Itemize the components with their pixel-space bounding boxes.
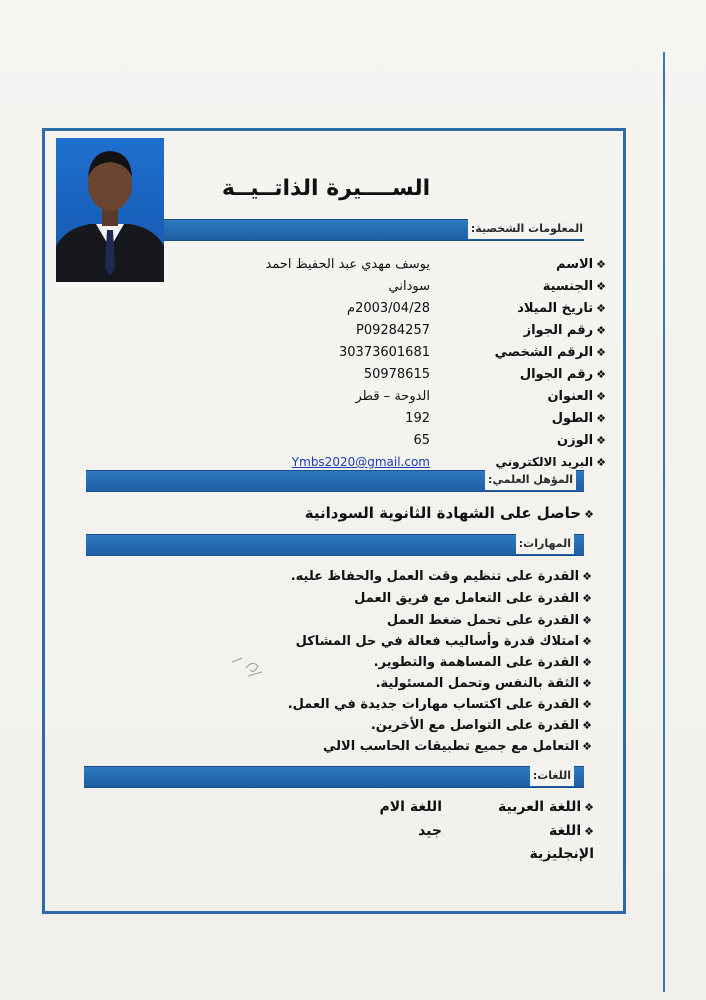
languages-section-bar bbox=[84, 766, 584, 788]
skill-item: ❖التعامل مع جميع تطبيقات الحاسب الالي bbox=[323, 739, 592, 754]
language-level: جيد bbox=[418, 823, 442, 839]
bullet-icon: ❖ bbox=[596, 368, 606, 381]
bullet-icon: ❖ bbox=[596, 258, 606, 271]
bullet-icon: ❖ bbox=[582, 677, 592, 690]
info-label: رقم الجواز bbox=[523, 323, 594, 338]
bullet-icon: ❖ bbox=[584, 825, 594, 838]
bullet-icon: ❖ bbox=[582, 592, 592, 605]
info-label: رقم الجوال bbox=[519, 367, 594, 382]
language-name: اللغة العربية bbox=[497, 799, 582, 815]
skill-item: ❖القدرة على التواصل مع الأخرين. bbox=[370, 718, 592, 733]
bullet-icon: ❖ bbox=[582, 698, 592, 711]
bullet-icon: ❖ bbox=[584, 801, 594, 814]
bullet-icon: ❖ bbox=[596, 280, 606, 293]
bullet-icon: ❖ bbox=[582, 570, 592, 583]
info-label: الاسم bbox=[556, 257, 594, 272]
info-value: 192 bbox=[405, 411, 430, 426]
education-section-label: المؤهل العلمي: bbox=[485, 470, 576, 490]
info-value: سوداني bbox=[388, 279, 430, 294]
skill-item: ❖القدرة على تحمل ضغط العمل bbox=[386, 613, 592, 628]
bullet-icon: ❖ bbox=[596, 324, 606, 337]
info-row-address bbox=[0, 386, 706, 407]
info-label: البريد الالكتروني bbox=[495, 455, 594, 469]
language-row bbox=[234, 820, 594, 862]
personal-section-label: المعلومات الشخصية: bbox=[468, 219, 586, 239]
skill-item: ❖القدرة على اكتساب مهارات جديدة في العمل. bbox=[287, 697, 592, 712]
info-label: الطول bbox=[551, 411, 594, 426]
info-row-weight bbox=[0, 430, 706, 451]
bullet-icon: ❖ bbox=[596, 456, 606, 469]
bullet-icon: ❖ bbox=[596, 302, 606, 315]
info-label: الجنسية bbox=[542, 279, 594, 294]
email-link[interactable]: Ymbs2020@gmail.com bbox=[291, 455, 430, 469]
bullet-icon: ❖ bbox=[596, 390, 606, 403]
info-row-personal-id bbox=[0, 342, 706, 363]
bullet-icon: ❖ bbox=[596, 346, 606, 359]
info-value: P09284257 bbox=[355, 323, 430, 338]
education-text: حاصل على الشهادة الثانوية السودانية bbox=[304, 504, 582, 522]
info-value: الدوحة – قطر bbox=[355, 389, 430, 404]
pencil-mark-icon bbox=[228, 648, 268, 682]
info-row-mobile bbox=[0, 364, 706, 385]
bullet-icon: ❖ bbox=[582, 635, 592, 648]
language-name: اللغة الإنجليزية bbox=[529, 823, 594, 862]
info-value: يوسف مهدي عبد الحفيظ احمد bbox=[265, 257, 430, 272]
info-label: الرقم الشخصي bbox=[494, 345, 594, 360]
page-edge-rule bbox=[663, 52, 665, 992]
info-label: العنوان bbox=[547, 389, 594, 404]
bullet-icon: ❖ bbox=[596, 434, 606, 447]
info-row-name bbox=[0, 254, 706, 275]
info-value: 65 bbox=[413, 433, 430, 448]
info-row-nationality bbox=[0, 276, 706, 297]
page-title: الســــيرة الذاتــيــة bbox=[221, 176, 431, 201]
info-row-height bbox=[0, 408, 706, 429]
bullet-icon: ❖ bbox=[582, 719, 592, 732]
info-label: تاريخ الميلاد bbox=[517, 301, 594, 316]
languages-section-label: اللغات: bbox=[530, 766, 574, 786]
info-row-passport bbox=[0, 320, 706, 341]
bullet-icon: ❖ bbox=[582, 614, 592, 627]
info-row-birthdate bbox=[0, 298, 706, 319]
skill-item: ❖القدرة على التعامل مع فريق العمل bbox=[354, 591, 592, 606]
skill-item: ❖القدرة على تنظيم وقت العمل والحفاظ عليه. bbox=[290, 569, 592, 584]
skill-item: ❖القدرة على المساهمة والتطوير. bbox=[373, 655, 592, 670]
bullet-icon: ❖ bbox=[596, 412, 606, 425]
bullet-icon: ❖ bbox=[582, 656, 592, 669]
skills-section-label: المهارات: bbox=[516, 534, 574, 554]
bullet-icon: ❖ bbox=[584, 508, 594, 521]
education-item bbox=[174, 501, 594, 525]
skill-item: ❖امتلاك قدرة وأساليب فعالة في حل المشاكل bbox=[295, 634, 592, 649]
bullet-icon: ❖ bbox=[582, 740, 592, 753]
skills-section-bar bbox=[86, 534, 584, 556]
language-row bbox=[234, 796, 594, 818]
info-label: الوزن bbox=[557, 433, 594, 448]
skill-item: ❖الثقة بالنفس وتحمل المسئولية. bbox=[375, 676, 592, 691]
info-value: 50978615 bbox=[363, 367, 430, 382]
language-level: اللغة الام bbox=[379, 799, 442, 815]
info-value: 2003/04/28م bbox=[347, 301, 430, 316]
info-value: 30373601681 bbox=[339, 345, 430, 360]
